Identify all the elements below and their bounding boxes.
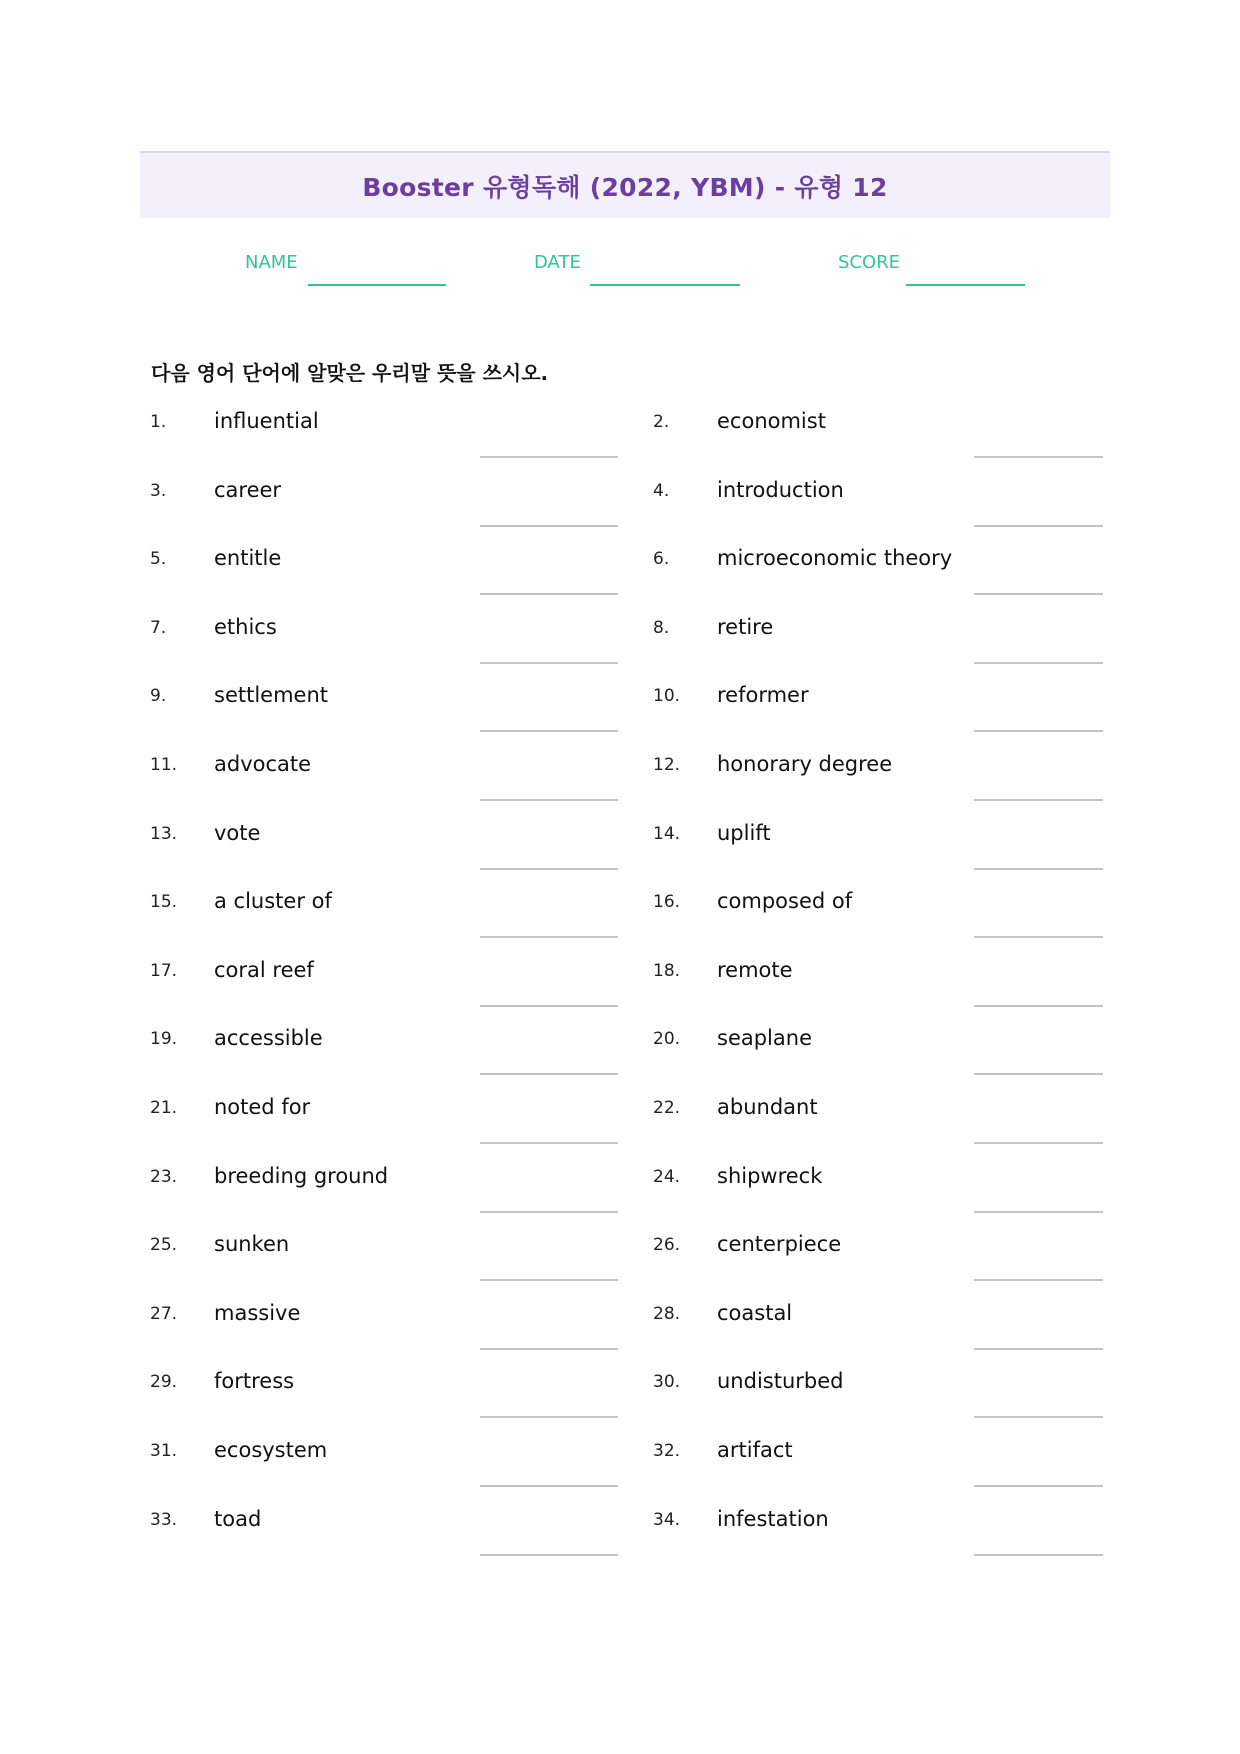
answer-line[interactable] xyxy=(480,868,618,870)
answer-line[interactable] xyxy=(974,1416,1103,1418)
answer-line[interactable] xyxy=(480,1279,618,1281)
answer-line[interactable] xyxy=(974,730,1103,732)
item-word: artifact xyxy=(717,1438,793,1462)
item-word: shipwreck xyxy=(717,1164,823,1188)
answer-line[interactable] xyxy=(974,799,1103,801)
item-word: seaplane xyxy=(717,1026,812,1050)
item-word: massive xyxy=(214,1301,301,1325)
score-field[interactable] xyxy=(906,284,1025,286)
answer-line[interactable] xyxy=(480,525,618,527)
item-word: coral reef xyxy=(214,958,314,982)
item-word: vote xyxy=(214,821,261,845)
answer-line[interactable] xyxy=(480,1485,618,1487)
item-word: uplift xyxy=(717,821,771,845)
item-number: 3. xyxy=(150,481,167,501)
item-number: 14. xyxy=(653,824,681,844)
answer-line[interactable] xyxy=(480,662,618,664)
item-number: 4. xyxy=(653,481,670,501)
answer-line[interactable] xyxy=(480,1554,618,1556)
item-word: entitle xyxy=(214,546,282,570)
item-number: 19. xyxy=(150,1029,178,1049)
item-number: 29. xyxy=(150,1372,178,1392)
item-number: 8. xyxy=(653,618,670,638)
answer-line[interactable] xyxy=(974,1073,1103,1075)
answer-line[interactable] xyxy=(974,456,1103,458)
item-word: economist xyxy=(717,409,826,433)
item-word: toad xyxy=(214,1507,262,1531)
item-word: accessible xyxy=(214,1026,323,1050)
date-field[interactable] xyxy=(590,284,740,286)
item-number: 31. xyxy=(150,1441,178,1461)
answer-line[interactable] xyxy=(974,1211,1103,1213)
item-number: 2. xyxy=(653,412,670,432)
answer-line[interactable] xyxy=(974,662,1103,664)
item-word: fortress xyxy=(214,1369,295,1393)
item-word: breeding ground xyxy=(214,1164,389,1188)
item-number: 17. xyxy=(150,961,178,981)
item-number: 18. xyxy=(653,961,681,981)
item-number: 16. xyxy=(653,892,681,912)
answer-line[interactable] xyxy=(480,456,618,458)
answer-line[interactable] xyxy=(974,1348,1103,1350)
item-word: remote xyxy=(717,958,793,982)
answer-line[interactable] xyxy=(974,1142,1103,1144)
answer-line[interactable] xyxy=(974,868,1103,870)
item-word: centerpiece xyxy=(717,1232,842,1256)
item-word: coastal xyxy=(717,1301,793,1325)
instruction-text: 다음 영어 단어에 알맞은 우리말 뜻을 쓰시오. xyxy=(151,361,549,385)
item-number: 1. xyxy=(150,412,167,432)
item-word: infestation xyxy=(717,1507,829,1531)
answer-line[interactable] xyxy=(480,1211,618,1213)
item-word: ethics xyxy=(214,615,277,639)
item-number: 22. xyxy=(653,1098,681,1118)
item-number: 13. xyxy=(150,824,178,844)
answer-line[interactable] xyxy=(480,1073,618,1075)
item-number: 11. xyxy=(150,755,178,775)
item-word: noted for xyxy=(214,1095,311,1119)
item-number: 33. xyxy=(150,1510,178,1530)
item-number: 9. xyxy=(150,686,167,706)
name-label: NAME xyxy=(245,252,298,273)
item-number: 12. xyxy=(653,755,681,775)
item-word: honorary degree xyxy=(717,752,893,776)
item-number: 28. xyxy=(653,1304,681,1324)
item-number: 30. xyxy=(653,1372,681,1392)
page-title: Booster 유형독해 (2022, YBM) - 유형 12 xyxy=(362,172,888,202)
answer-line[interactable] xyxy=(480,1416,618,1418)
item-word: abundant xyxy=(717,1095,818,1119)
date-label: DATE xyxy=(534,252,581,273)
item-word: a cluster of xyxy=(214,889,332,913)
item-number: 10. xyxy=(653,686,681,706)
item-word: settlement xyxy=(214,683,329,707)
answer-line[interactable] xyxy=(974,593,1103,595)
answer-line[interactable] xyxy=(480,799,618,801)
item-word: influential xyxy=(214,409,319,433)
item-number: 26. xyxy=(653,1235,681,1255)
answer-line[interactable] xyxy=(974,1485,1103,1487)
item-word: undisturbed xyxy=(717,1369,844,1393)
item-word: composed of xyxy=(717,889,853,913)
item-number: 23. xyxy=(150,1167,178,1187)
answer-line[interactable] xyxy=(480,936,618,938)
answer-line[interactable] xyxy=(480,730,618,732)
item-number: 24. xyxy=(653,1167,681,1187)
answer-line[interactable] xyxy=(974,525,1103,527)
answer-line[interactable] xyxy=(480,1142,618,1144)
item-word: advocate xyxy=(214,752,312,776)
answer-line[interactable] xyxy=(480,1348,618,1350)
item-word: ecosystem xyxy=(214,1438,328,1462)
title-banner xyxy=(140,151,1110,218)
item-number: 27. xyxy=(150,1304,178,1324)
item-word: microeconomic theory xyxy=(717,546,953,570)
answer-line[interactable] xyxy=(974,1554,1103,1556)
item-number: 15. xyxy=(150,892,178,912)
answer-line[interactable] xyxy=(974,1279,1103,1281)
item-number: 21. xyxy=(150,1098,178,1118)
item-number: 20. xyxy=(653,1029,681,1049)
item-number: 34. xyxy=(653,1510,681,1530)
item-number: 7. xyxy=(150,618,167,638)
name-field[interactable] xyxy=(308,284,446,286)
item-number: 6. xyxy=(653,549,670,569)
item-number: 25. xyxy=(150,1235,178,1255)
item-number: 5. xyxy=(150,549,167,569)
item-word: introduction xyxy=(717,478,844,502)
item-word: career xyxy=(214,478,282,502)
item-number: 32. xyxy=(653,1441,681,1461)
item-word: retire xyxy=(717,615,774,639)
item-word: reformer xyxy=(717,683,809,707)
answer-line[interactable] xyxy=(974,1005,1103,1007)
answer-line[interactable] xyxy=(480,1005,618,1007)
answer-line[interactable] xyxy=(974,936,1103,938)
item-word: sunken xyxy=(214,1232,290,1256)
answer-line[interactable] xyxy=(480,593,618,595)
score-label: SCORE xyxy=(838,252,901,273)
